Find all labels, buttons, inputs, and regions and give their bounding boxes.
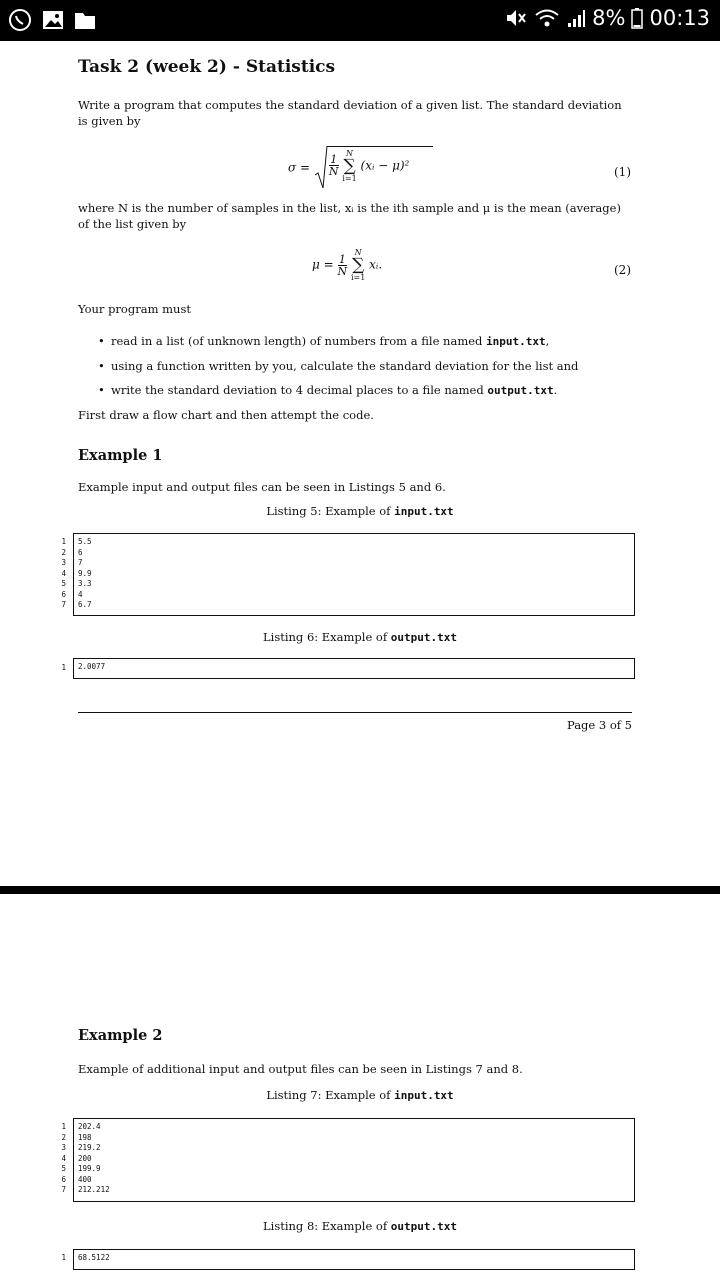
listing-8-box	[73, 1249, 635, 1270]
listing-6-box	[73, 658, 635, 679]
eq2-fraction: $\frac{1}{N}$	[337, 252, 348, 278]
code-line: 400	[78, 1174, 92, 1184]
battery-icon	[631, 7, 643, 29]
code-line: 6	[78, 547, 83, 557]
code-line: 5.5	[78, 537, 92, 546]
signal-icon	[566, 7, 586, 29]
footer-rule	[78, 712, 632, 713]
code-line: 68.5122	[78, 1253, 110, 1262]
eq1-body: (xᵢ − μ)²	[360, 158, 410, 172]
gallery-icon	[42, 9, 64, 31]
list-item: • write the standard deviation to 4 decimal places to a file named output.txt.	[98, 383, 558, 397]
page-title: Task 2 (week 2) - Statistics	[78, 57, 336, 77]
code-line: 3.3	[78, 579, 92, 588]
wifi-icon	[534, 7, 560, 29]
code-line: 219.2	[78, 1143, 101, 1152]
flowchart-paragraph: First draw a flow chart and then attempt the code.	[78, 408, 374, 422]
code-line: 6.7	[78, 600, 92, 609]
equation-1	[288, 145, 433, 191]
where-paragraph: where N is the number of samples in the list, xᵢ is the ith sample and μ is the mean (average) of the list given by	[78, 201, 621, 231]
equation-2	[312, 248, 382, 282]
list-item: • read in a list (of unknown length) of numbers from a file named input.txt,	[98, 334, 550, 348]
clock: 00:13	[649, 6, 710, 30]
code-line: 198	[78, 1132, 92, 1142]
sqrt-sign	[314, 145, 328, 191]
document-page-4	[0, 894, 720, 1280]
battery-text: 8%	[592, 6, 626, 30]
listing-5-box	[73, 533, 635, 616]
page-divider	[0, 886, 720, 894]
code-line: 212.212	[78, 1185, 110, 1194]
whatsapp-icon	[8, 8, 32, 32]
eq2-sum: N ∑ i=1	[350, 248, 366, 282]
listing-7-line-numbers: 1 2 3 4 5 6 7	[61, 1122, 66, 1194]
listing-7-box	[73, 1118, 635, 1202]
code-line: 199.9	[78, 1164, 101, 1173]
code-line: 9.9	[78, 568, 92, 578]
code-line: 7	[78, 558, 83, 567]
eq1-lhs: σ =	[288, 160, 311, 175]
example-2-paragraph: Example of additional input and output files can be seen in Listings 7 and 8.	[78, 1062, 523, 1076]
eq2-lhs: μ =	[312, 257, 334, 272]
folder-icon	[74, 9, 96, 31]
listing-8-line-numbers: 1	[61, 1253, 66, 1262]
page-number: Page 3 of 5	[566, 718, 632, 732]
listing-8-caption: Listing 8: Example of output.txt	[263, 1219, 457, 1233]
equation-1-number: (1)	[614, 165, 631, 179]
eq1-sum: N ∑ i=1	[342, 148, 357, 183]
mute-icon	[504, 7, 528, 29]
eq2-body: xᵢ.	[369, 257, 383, 272]
listing-7-caption: Listing 7: Example of input.txt	[266, 1088, 454, 1102]
listing-5-line-numbers: 1 2 3 4 5 6 7	[61, 537, 66, 609]
example-1-heading: Example 1	[78, 447, 163, 464]
equation-2-number: (2)	[614, 263, 631, 277]
list-item: • using a function written by you, calculate the standard deviation for the list and	[98, 359, 579, 373]
code-line: 4	[78, 589, 83, 599]
code-line: 200	[78, 1153, 92, 1163]
must-paragraph: Your program must	[78, 302, 191, 316]
listing-6-caption: Listing 6: Example of output.txt	[263, 630, 457, 644]
example-2-heading: Example 2	[78, 1027, 163, 1044]
listing-5-caption: Listing 5: Example of input.txt	[266, 504, 454, 518]
code-line: 202.4	[78, 1122, 101, 1131]
eq1-fraction: $\frac{1}{N}$	[328, 153, 339, 178]
listing-6-line-numbers: 1	[61, 663, 66, 672]
code-line: 2.0077	[78, 662, 106, 671]
document-page-3	[0, 41, 720, 886]
status-bar	[0, 0, 720, 41]
example-1-paragraph: Example input and output files can be seen in Listings 5 and 6.	[78, 480, 446, 494]
intro-paragraph: Write a program that computes the standard deviation of a given list. The standard deviation is given by	[78, 98, 622, 128]
requirements-list	[78, 329, 638, 403]
